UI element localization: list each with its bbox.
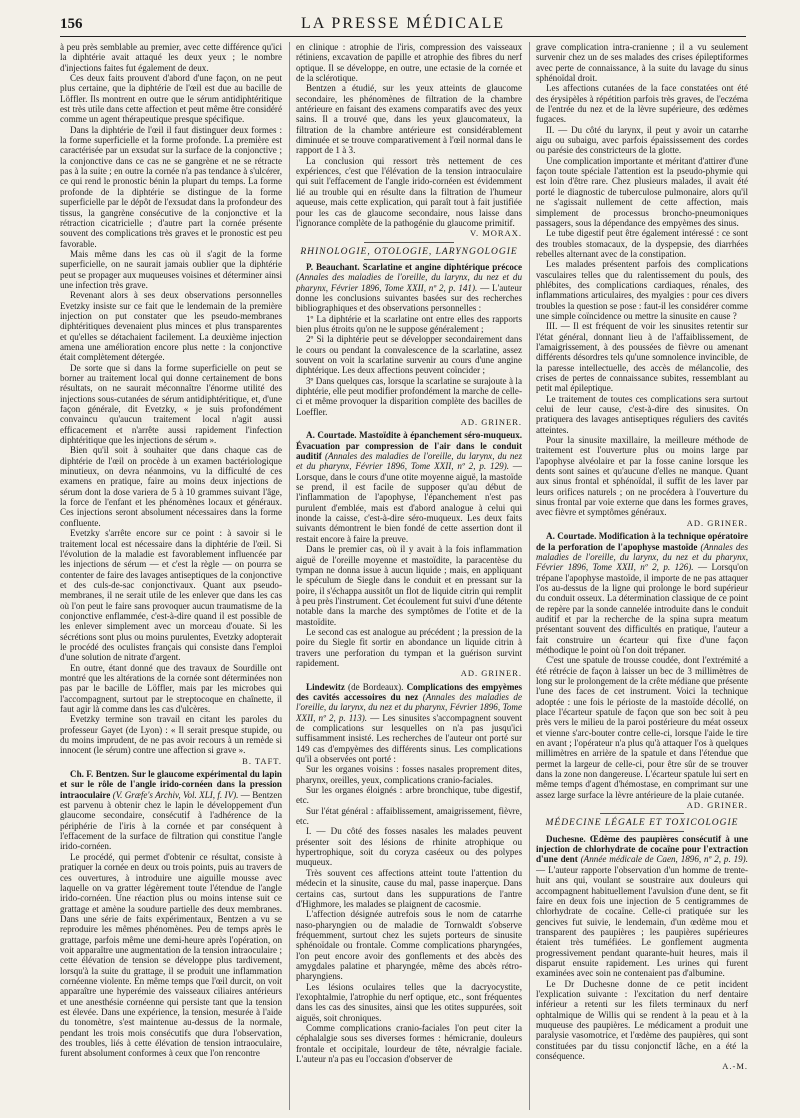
paragraph: 1º La diphtérie et la scarlatine ont entre elles des rapports bien plus étroits qu'on ne le suppose généralement ;: [296, 313, 522, 334]
paragraph: Sur les organes voisins : fosses nasales proprement dites, pharynx, oreilles, yeux, complications cranio-faciales.: [296, 764, 522, 785]
paragraph: Les lésions oculaires telles que la dacryocystite, l'exophtalmie, l'atrophie du nerf optique, etc., sont fréquentes dans les cas des sinusites, ainsi que les otites suppurées, soit aiguës, soit chroniques.: [296, 981, 522, 1023]
article-title: Complications des empyèmes des cavités accessoires du nez: [296, 681, 522, 702]
column-divider: [289, 42, 290, 1110]
article-text: — L'auteur rapporte l'observation d'un homme de trente-huit ans qui, voulant se soustraire aux douleurs qui accompagnent habituellement l'avulsion d'une dent, se fit faire en deux fois une injection de 5 centigrammes de chlorhydrate de cocaïne. Celle-ci pratiquée sur les gencives fut suivie, le lendemain, d'un œdème mou et transparent des paupières ; les paupières supérieures étaient très tuméfiées. Le gonflement augmenta progressivement pendant quarante-huit heures, mais il disparut ensuite rapidement. Les urines qui furent examinées avec soin ne contenaient pas d'albumine.: [536, 864, 748, 979]
paragraph: Bien qu'il soit à souhaiter que dans chaque cas de diphtérie de l'œil on procède à un examen bactériologique minutieux, on devra néanmoins, vu la difficulté de ces examens en pratique, faire au moins deux injections de sérum dont la dose variera de 5 à 10 grammes suivant l'âge, la force de l'enfant et les phénomènes locaux et généraux. Ces injections seront absolument nécessaires dans la forme confluente.: [60, 445, 282, 528]
article-signature: AD. GRINER.: [460, 668, 522, 679]
article-entry: [296, 262, 522, 314]
section-heading: MÉDECINE LÉGALE ET TOXICOLOGIE: [545, 818, 739, 829]
paragraph: Pour la sinusite maxillaire, la meilleure méthode de traitement est l'ouverture plus ou moins large par l'apophyse alvéolaire et par la fosse canine lorsque les dents sont saines et qu'aucune d'elles ne manque. Quant aux sinus frontal et sphénoïdal, il suffit de les laver par leurs orifices naturels ; on ne procédera à l'ouverture du sinus frontal par voie externe que dans les formes graves, avec fièvre et symptômes généraux.: [536, 435, 748, 518]
article-author: Lindewitz: [306, 681, 345, 692]
article-author: A. Courtade.: [546, 531, 597, 542]
paragraph: Le second cas est analogue au précédent ; la pression de la poire du Siegle fit sortir en abondance un liquide citrin à travers une perforation du tympan et la guérison survint rapidement.: [296, 626, 522, 668]
article-text: — Lorsqu'on trépane l'apophyse mastoïde, il importe de ne pas attaquer l'os au-dessus de la ligne qui prolonge le bord supérieur du conduit osseux. La détermination classique de ce point de repère par la sonde cannelée introduite dans le conduit auditif et par la recherche de la spina supra meatum présentant souvent des difficultés en pratique, l'auteur a fait construire un écarteur qui fixe d'une façon méthodique le point où l'on doit trépaner.: [536, 562, 748, 655]
article-title: Modification à la technique opératoire de la perforation de l'apophyse mastoïde: [536, 531, 748, 552]
article-title: Scarlatine et angine diphtérique précoce: [362, 261, 522, 272]
page-header: [60, 14, 746, 42]
paragraph: à peu près semblable au premier, avec cette différence qu'ici la diphtérie avait attaqué les deux yeux ; le nombre d'injections faites fut également de deux.: [60, 42, 282, 73]
paragraph: III. — Il est fréquent de voir les sinusites retentir sur l'état général, donnant lieu à de l'affaiblissement, de l'amaigrissement, à des poussées de fièvre ou amenant différents désordres tels qu'une somnolence invincible, de la paresse intellectuelle, des accès de mélancolie, des crises de pertes de connaissance subites, ressemblant au petit mal épileptique.: [536, 321, 748, 394]
article-title: Sur le glaucome expérimental du lapin et sur le rôle de l'angle irido-cornéen dans la pression intraoculaire: [60, 769, 282, 800]
paragraph: Le tube digestif peut être également intéressé : ce sont des troubles stomacaux, de la dyspepsie, des diarrhées rebelles alternant avec de la constipation.: [536, 228, 748, 259]
article-reference: (Annales des maladies de l'oreille, du larynx, du nez et du pharynx, Février 1896, Tome XXII, nº 2, p. 141).: [296, 272, 522, 293]
paragraph: La conclusion qui ressort très nettement de ces expériences, c'est que l'élévation de la tension intraoculaire qui suit l'effacement de l'angle irido-cornéen est évidemment lié au trouble qui en résulte dans la filtration de l'humeur aqueuse, mais cette explication, qui paraît tout à fait justifiée pour les cas de glaucome secondaire, nous laisse dans l'ignorance complète de la pathogénie du glaucome primitif.: [296, 155, 522, 228]
article-signature: AD. GRINER.: [460, 417, 522, 428]
paragraph: I. — Du côté des fosses nasales les malades peuvent présenter soit des lésions de rhinite atrophique ou hypertrophique, soit du coryza caséeux ou des polypes muqueux.: [296, 826, 522, 868]
article-entry: [536, 531, 748, 655]
article-reference: (V. Græfe's Archiv, Vol. XLI, f. IV).: [112, 789, 239, 800]
article-title: Œdème des paupières consécutif à une injection de chlorhydrate de cocaïne pour l'extraction d'une dent: [536, 833, 748, 865]
paragraph: Le procédé, qui permet d'obtenir ce résultat, consiste à pratiquer la cornée en deux ou trois points, puis au travers de ces ouvertures, à introduire une aiguille mousse avec laquelle on va gratter légèrement toute l'étendue de l'angle irido-cornéen. Une réaction plus ou moins intense suit ce grattage et amène la soudure partielle des deux membranes. Dans une série de faits expérimentaux, Bentzen a vu se reproduire les mêmes phénomènes. Peu de temps après le grattage, parfois même une demi-heure après l'opération, on voit apparaître une augmentation de la tension intraoculaire ; cette élévation de tension se développe plus tardivement, lorsqu'à la suite du grattage, il se produit une inflammation cornéenne violente. En même temps que l'œil durcit, on voit apparaître une hyperémie des vaisseaux ciliaires antérieurs et une anesthésie cornéenne qui persiste tant que la tension est élevée. Dans une expérience, la tension, mesurée à l'aide du tonomètre, s'est maintenue au-dessus de la normale, pendant les trois mois consécutifs que dura l'observation, des troubles, liés à cette élévation de tension intraoculaire, furent absolument conformes à ceux que l'on rencontre: [60, 851, 282, 1059]
paragraph: Comme complications cranio-faciales l'on peut citer la céphalalgie sous ses diverses formes : hémicranie, douleurs frontale et occipitale, lourdeur de tête, névralgie faciale. L'auteur n'a pas eu l'occasion d'observer de: [296, 1022, 522, 1064]
paragraph: Le traitement de toutes ces complications sera surtout celui de leur cause, c'est-à-dire des sinusites. On pratiquera des lavages antiseptiques réguliers des cavités atteintes.: [536, 393, 748, 435]
paragraph: Mais même dans les cas où il s'agit de la forme superficielle, on ne saurait jamais oublier que la diphtérie peut se propager aux muqueuses voisines et déterminer ainsi une infection très grave.: [60, 248, 282, 290]
article-author-note: (de Bordeaux).: [348, 681, 404, 692]
paragraph: Sur les organes éloignés : arbre bronchique, tube digestif, etc.: [296, 785, 522, 806]
paragraph: Les affections cutanées de la face constatées ont été des érysipèles à répétition parfois très graves, de l'eczéma de l'entrée du nez et de la lèvre supérieure, des œdèmes fugaces.: [536, 83, 748, 125]
article-signature: B. TAFT.: [242, 755, 282, 766]
paragraph: De sorte que si dans la forme superficielle on peut se borner au traitement local qui donne certainement de bons résultats, on ne saurait méconnaître l'énorme utilité des injections sous-cutanées de sérum antidiphtéritique, et, d'une façon générale, dit Evetzky, « je suis profondément convaincu qu'aucun traitement local n'agit aussi efficacement et n'arrête aussi rapidement l'infection diphtéritique que les injections de sérum ».: [60, 362, 282, 446]
article-author: Ch. F. Bentzen.: [70, 769, 130, 780]
column-divider: [529, 42, 530, 1110]
paragraph: Une complication importante et méritant d'attirer d'une façon toute spéciale l'attention est la pseudo-phymie qui est loin d'être rare. Chez plusieurs malades, il avait été porté le diagnostic de tuberculose pulmonaire, alors qu'il ne s'agissait nullement de cette affection, mais simplement de processus broncho-pneumoniques passagers, sous la dépendance des empyèmes des sinus.: [536, 155, 748, 228]
article-signature: A.-M.: [722, 1061, 748, 1072]
paragraph: Très souvent ces affections atteint toute l'attention du médecin et la sinusite, cause du mal, passe inaperçue. Dans certains cas, surtout dans les suppurations de l'antre d'Highmore, les malades se plaignent de cacosmie.: [296, 867, 522, 909]
article-author: A. Courtade.: [306, 430, 357, 441]
article-reference: (Année médicale de Caen, 1896, nº 2, p. 19).: [580, 854, 748, 865]
article-text: — L'auteur donne les conclusions suivantes basées sur des recherches bibliographiques et des observations personnelles :: [296, 282, 522, 314]
paragraph: Les malades présentent parfois des complications vasculaires telles que du ralentissement du pouls, des phlébites, des complications cardiaques, rénales, des inflammations articulaires, des myalgies : pour ces divers troubles la question se pose : faut-il les considérer comme une simple coïncidence ou mettre la sinusite en cause ?: [536, 259, 748, 321]
article-signature: AD. GRINER.: [686, 800, 748, 811]
paragraph: II. — Du côté du larynx, il peut y avoir un catarrhe aigu ou subaigu, avec parfois épaississement des cordes ou parésie des constricteurs de la glotte.: [536, 124, 748, 156]
article-author: Duchesne.: [546, 833, 586, 844]
paragraph: grave complication intra-cranienne ; il a vu seulement survenir chez un de ses malades des crises épileptiformes avec perte de connaissance, à la suite du lavage du sinus sphénoïdal droit.: [536, 42, 748, 84]
paragraph: Dans le premier cas, où il y avait à la fois inflammation aiguë de l'oreille moyenne et mastoïdite, la paracentèse du tympan ne donna issue à aucun liquide ; mais, en appliquant le spéculum de Siegle dans le conduit et en pressant sur la poire, il s'échappa aussitôt un flot de liquide citrin qui remplit à peu près l'instrument. Cet écoulement fut suivi d'une détente notable dans la marche des symptômes de l'otite et de la mastoïdite.: [296, 544, 522, 627]
paragraph: Ces deux faits prouvent d'abord d'une façon, on ne peut plus certaine, que la diphtérie de l'œil est due au bacille de Löffler. Ils montrent en outre que le sérum antidiphtéritique est très utile dans cette affection et peut même être considéré comme un agent thérapeutique presque spécifique.: [60, 73, 282, 125]
column-2: [296, 42, 522, 1112]
article-entry: [296, 682, 522, 765]
article-text: — Lorsque, dans le cours d'une otite moyenne aiguë, la mastoïde se prend, il est facile de supposer qu'au début de l'inflammation de l'apophyse, l'épanchement n'est pas purulent d'emblée, mais est d'abord analogue à celui qui inonde la caisse, c'est-à-dire séro-muqueux. Les deux faits suivants démontrent le bien fondé de cette assertion dont il restait encore à faire la preuve.: [296, 461, 522, 544]
section-rule: [364, 242, 454, 243]
paragraph: Evetzky s'arrête encore sur ce point : à savoir si le traitement local est nécessaire dans la diphtérie de l'œil. Si l'évolution de la maladie est favorablement influencée par les injections de sérum — et c'est la règle — on pourra se contenter de faire des lavages antiseptiques de la conjonctive et des culs-de-sac conjonctivaux. Quant aux pseudo-membranes, il ne serait utile de les enlever que dans les cas où l'on peut le faire sans provoquer aucun traumatisme de la conjonctive enflammée, c'est-à-dire quand il est possible de les enlever simplement avec un morceau d'ouate. Si les sécrétions sont plus ou moins purulentes, Evetzky adopterait le procédé des oculistes français qui consiste dans l'emploi d'une solution de nitrate d'argent.: [60, 528, 282, 663]
article-reference: (Annales des maladies de l'oreille, du larynx, du nez et du pharynx, Février 1896, Tome XXII, nº 2, p. 126).: [536, 541, 748, 573]
article-entry: [536, 834, 748, 979]
paragraph: en clinique : atrophie de l'iris, compression des vaisseaux rétiniens, excavation de papille et atrophie des fibres du nerf optique. Il se développe, en outre, une ectasie de la cornée et de la sclérotique.: [296, 42, 522, 84]
column-3: [536, 42, 748, 1112]
article-text: — Bentzen est parvenu à obtenir chez le lapin le développement d'un glaucome secondaire, consécutif à l'adhérence de la périphérie de l'iris à la cornée et par conséquent à l'effacement de la surface de filtration qui constitue l'angle irido-cornéen.: [60, 789, 282, 852]
paragraph: Sur l'état général : affaiblissement, amaigrissement, fièvre, etc.: [296, 805, 522, 827]
article-author: P. Beauchant.: [306, 261, 360, 272]
paragraph: 2º Si la diphtérie peut se développer secondairement dans le cours ou pendant la convalescence de la scarlatine, assez souvent on voit la scarlatine survenir au cours d'une angine diphtérique. Les deux affections peuvent coïncider ;: [296, 334, 522, 376]
paragraph: Evetzky termine son travail en citant les paroles du professeur Gayet (de Lyon) : « Il serait presque stupide, ou du moins imprudent, de ne pas avoir recours à un remède si innocent (le sérum) contre une affection si grave ».: [60, 714, 282, 756]
section-heading: RHINOLOGIE, OTOLOGIE, LARYNGOLOGIE: [300, 246, 518, 257]
article-entry: [60, 769, 282, 852]
header-rule: [60, 36, 746, 37]
section-rule: [600, 813, 685, 814]
article-entry: [296, 430, 522, 544]
article-reference: (Annales des maladies de l'oreille, du larynx, du nez et du pharynx, Février 1896, Tome XXII, nº 2, p. 113).: [296, 691, 522, 723]
paragraph: Dans la diphtérie de l'œil il faut distinguer deux formes : la forme superficielle et la forme profonde. La première est caractérisée par un exsudat sur la surface de la conjonctive ; la conjonctive dans ce cas ne se gangrène et ne se rétracte pas à la suite ; en outre la cornée n'a pas tendance à s'ulcérer, ce qui rend le pronostic bénin la plupart du temps. La forme profonde de la diphtérie se distingue de la forme superficielle par le dépôt de l'exsudat dans la profondeur des tissus, la gangrène consécutive de la conjonctive et la rétraction cicatricielle ; d'autre part la cornée présente souvent des complications très graves et le pronostic est peu favorable.: [60, 124, 282, 249]
paragraph: L'affection désignée autrefois sous le nom de catarrhe naso-pharyngien ou de maladie de Tornwaldt s'observe fréquemment, surtout chez les sujets porteurs de sinusite sphénoïdale ou frontale. Comme complications pharyngées, l'on peut encore avoir des gonflements et des abcès des amygdales palatine et pharyngée, même des abcès rétro-pharyngiens.: [296, 909, 522, 982]
section-rule: [364, 259, 454, 260]
article-text: — Les sinusites s'accompagnent souvent de complications sur lesquelles on n'a pas jusqu'ici suffisamment insisté. Les recherches de l'auteur ont porté sur 149 cas d'empyèmes des différents sinus. Les complications qu'il a observées ont porté :: [296, 712, 522, 765]
paragraph: C'est une spatule de trousse coudée, dont l'extrémité a été rétrécie de façon à laisser un bec de 3 millimètres de long sur le prolongement de la crête médiane que présente l'une des faces de cet instrument. Voici la technique adoptée : une fois le périoste de la mastoïde décollé, on place l'écarteur spatule de façon que son bec soit à peu près vers le milieu de la paroi postérieure du méat osseux et vienne s'arc-bouter contre celle-ci, lorsque l'aide le tire en avant ; l'opérateur n'a plus qu'à attaquer l'os à quelques millimètres en arrière de la spatule et dans l'étendue que permet la largeur de celle-ci, pour être sûr de se trouver dans la zone non dangereuse. L'écarteur spatule lui sert en même temps d'agent d'hémostase, en comprimant sur une assez large surface la lèvre antérieure de la plaie cutanée.: [536, 655, 748, 800]
journal-title: LA PRESSE MÉDICALE: [300, 15, 505, 32]
paragraph: En outre, étant donné que des travaux de Sourdille ont montré que les altérations de la cornée sont déterminées non pas par le bacille de Löffler, mais par les microbes qui l'accompagnent, surtout par le streptocoque en chaînette, il faut agir là comme dans les cas d'ulcères.: [60, 662, 282, 714]
article-reference: (Annales des maladies de l'oreille, du larynx, du nez et du pharynx, Février 1896, Tome XXII, nº 2, p. 129).: [296, 451, 522, 472]
column-1: [60, 42, 282, 1112]
article-title: Mastoïdite à épanchement séro-muqueux. Évacuation par compression de l'air dans le conduit auditif: [296, 430, 522, 462]
section-rule: [600, 831, 685, 832]
paragraph: Revenant alors à ses deux observations personnelles Evetzky insiste sur ce fait que le lendemain de la première injection on put constater que les pseudo-membranes diphtéritiques devenaient plus minces et plus transparentes et qu'elles se détachaient facilement. La deuxième injection amena une amélioration encore plus nette : la conjonctive était complètement détergée.: [60, 290, 282, 363]
paragraph: Bentzen a étudié, sur les yeux atteints de glaucome secondaire, les phénomènes de filtration de la chambre antérieure en faisant des examens comparatifs avec des yeux sains. Il a trouvé que, dans les yeux glaucomateux, la filtration de la chambre antérieure est considérablement diminuée et se trouve comparativement à l'œil normal dans le rapport de 1 à 3.: [296, 83, 522, 156]
page-number: 156: [60, 16, 83, 32]
article-signature: V. MORAX.: [469, 228, 522, 239]
paragraph: Le Dr Duchesne donne de ce petit incident l'explication suivante : l'excitation du nerf dentaire inférieur a retenti sur les filets terminaux du nerf ophtalmique de Willis qui se rendent à la peau et à la muqueuse des paupières. Le médicament a produit une paralysie vasomotrice, et l'œdème des paupières, qui sont constituées par du tissu conjonctif lâche, en a été la conséquence.: [536, 978, 748, 1061]
paragraph: 3º Dans quelques cas, lorsque la scarlatine se surajoute à la diphtérie, elle peut modifier profondément la marche de celle-ci et même provoquer la disparition complète des bacilles de Loeffler.: [296, 375, 522, 417]
article-signature: AD. GRINER.: [686, 517, 748, 528]
